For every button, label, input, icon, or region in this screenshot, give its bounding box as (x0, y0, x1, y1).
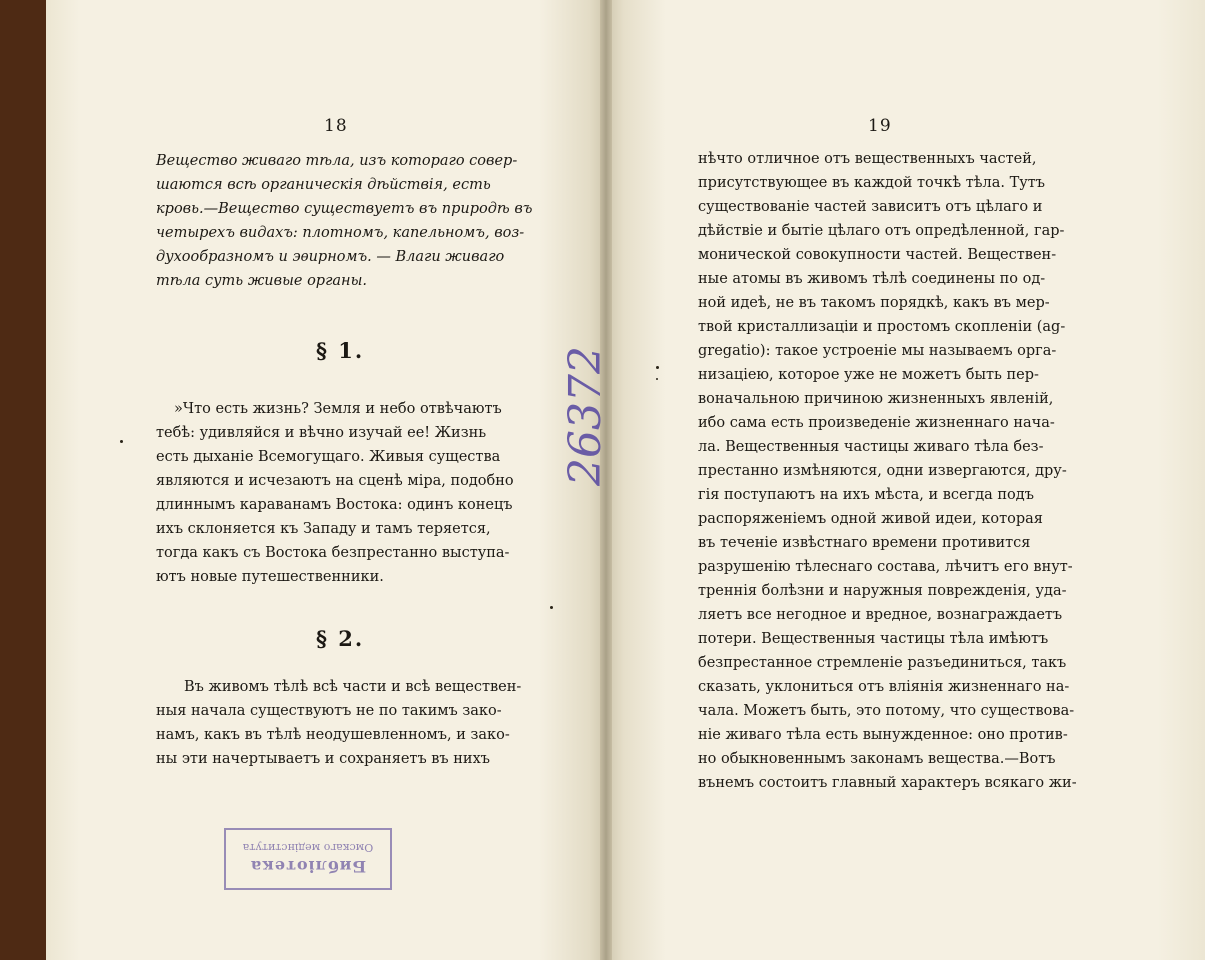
section2-line: ныя начала существуютъ не по такимъ зако- (156, 703, 502, 719)
ink-speck (656, 366, 659, 369)
accession-number-text: 26372 (560, 346, 611, 486)
intro-line: Вещество живаго тѣла, изъ котораго совер- (156, 153, 518, 169)
body-line: безпрестанное стремленіе разъединиться, такъ (698, 655, 1067, 671)
body-line: присутствующее въ каждой точкѣ тѣла. Тутъ (698, 175, 1046, 191)
section1-line: есть дыханіе Всемогущаго. Живыя существа (156, 449, 501, 465)
body-line: престанно измѣняются, одни извергаются, дру- (698, 463, 1067, 479)
section1-line: ихъ склоняется къ Западу и тамъ теряется, (156, 521, 491, 537)
body-line: ной идеѣ, не въ такомъ порядкѣ, какъ въ мер- (698, 295, 1050, 311)
body-line: но обыкновеннымъ законамъ вещества.—Вотъ (698, 751, 1056, 767)
ink-speck (550, 606, 553, 609)
body-line: распоряженіемъ одной живой идеи, которая (698, 511, 1043, 527)
body-line: гія поступаютъ на ихъ мѣста, и всегда подъ (698, 487, 1034, 503)
body-line: ляетъ все негодное и вредное, вознаграждаетъ (698, 607, 1063, 623)
intro-line: шаются всѣ органическія дѣйствія, есть (156, 177, 491, 193)
section1-line: длиннымъ караванамъ Востока: одинъ конецъ (156, 497, 513, 513)
body-line: сказать, уклониться отъ вліянія жизненнаго на- (698, 679, 1070, 695)
section2-line: намъ, какъ въ тѣлѣ неодушевленномъ, и зако- (156, 727, 510, 743)
body-line: ибо сама есть произведеніе жизненнаго нача- (698, 415, 1055, 431)
body-line: существованіе частей зависитъ отъ цѣлаго и (698, 199, 1043, 215)
intro-line: четырехъ видахъ: плотномъ, капельномъ, воз- (156, 225, 525, 241)
section-heading-1: § 1. (316, 338, 365, 363)
body-line: въ теченіе извѣстнаго времени противится (698, 535, 1031, 551)
body-line: монической совокупности частей. Веществен- (698, 247, 1057, 263)
body-line: воначальною причиною жизненныхъ явленій, (698, 391, 1054, 407)
intro-line: кровь.—Вещество существуетъ въ природѣ въ (156, 201, 533, 217)
body-line: разрушенію тѣлеснаго состава, лѣчитъ его внут- (698, 559, 1073, 575)
body-line: нѣчто отличное отъ вещественныхъ частей, (698, 151, 1037, 167)
section1-line: тогда какъ съ Востока безпрестанно выступа- (156, 545, 510, 561)
right-page (606, 0, 1205, 960)
ink-speck (120, 440, 123, 443)
body-line: твой кристаллизаціи и простомъ скопленіи (ag- (698, 319, 1066, 335)
body-line: ла. Вещественныя частицы живаго тѣла без- (698, 439, 1044, 455)
stamp-line2: Омскаго медінститута (242, 841, 374, 855)
intro-line: духообразномъ и эѳирномъ. — Влаги живаго (156, 249, 505, 265)
body-line: низаціею, которое уже не можетъ быть пер- (698, 367, 1039, 383)
body-line: треннія болѣзни и наружныя поврежденія, уда- (698, 583, 1067, 599)
body-line: потери. Вещественныя частицы тѣла имѣютъ (698, 631, 1049, 647)
section2-line: Въ живомъ тѣлѣ всѣ части и всѣ веществен- (184, 679, 522, 695)
section1-line: тебѣ: удивляйся и вѣчно изучай ее! Жизнь (156, 425, 487, 441)
page-number-right: 19 (868, 116, 892, 136)
body-line: чала. Можетъ быть, это потому, что существова- (698, 703, 1075, 719)
section1-line: ютъ новые путешественники. (156, 569, 384, 585)
section1-line: являются и исчезаютъ на сценѣ міра, подобно (156, 473, 514, 489)
left-page (46, 0, 606, 960)
library-stamp (224, 828, 392, 890)
intro-line: тѣла суть живые органы. (156, 273, 368, 289)
body-line: gregatio): такое устроеніе мы называемъ орга- (698, 343, 1057, 359)
page-number-left: 18 (324, 116, 348, 136)
section-heading-2: § 2. (316, 626, 365, 651)
body-line: ные атомы въ живомъ тѣлѣ соединены по од- (698, 271, 1046, 287)
stamp-line1: Библіотека (249, 857, 367, 877)
body-line: дѣйствіе и бытіе цѣлаго отъ опредѣленной, гар- (698, 223, 1065, 239)
body-line: вънемъ состоитъ главный характеръ всякаго жи- (698, 775, 1077, 791)
section1-line: »Что есть жизнь? Земля и небо отвѣчаютъ (174, 401, 502, 417)
section2-line: ны эти начертываетъ и сохраняетъ въ нихъ (156, 751, 491, 767)
ink-speck (656, 378, 658, 380)
body-line: ніе живаго тѣла есть вынужденное: оно против- (698, 727, 1068, 743)
